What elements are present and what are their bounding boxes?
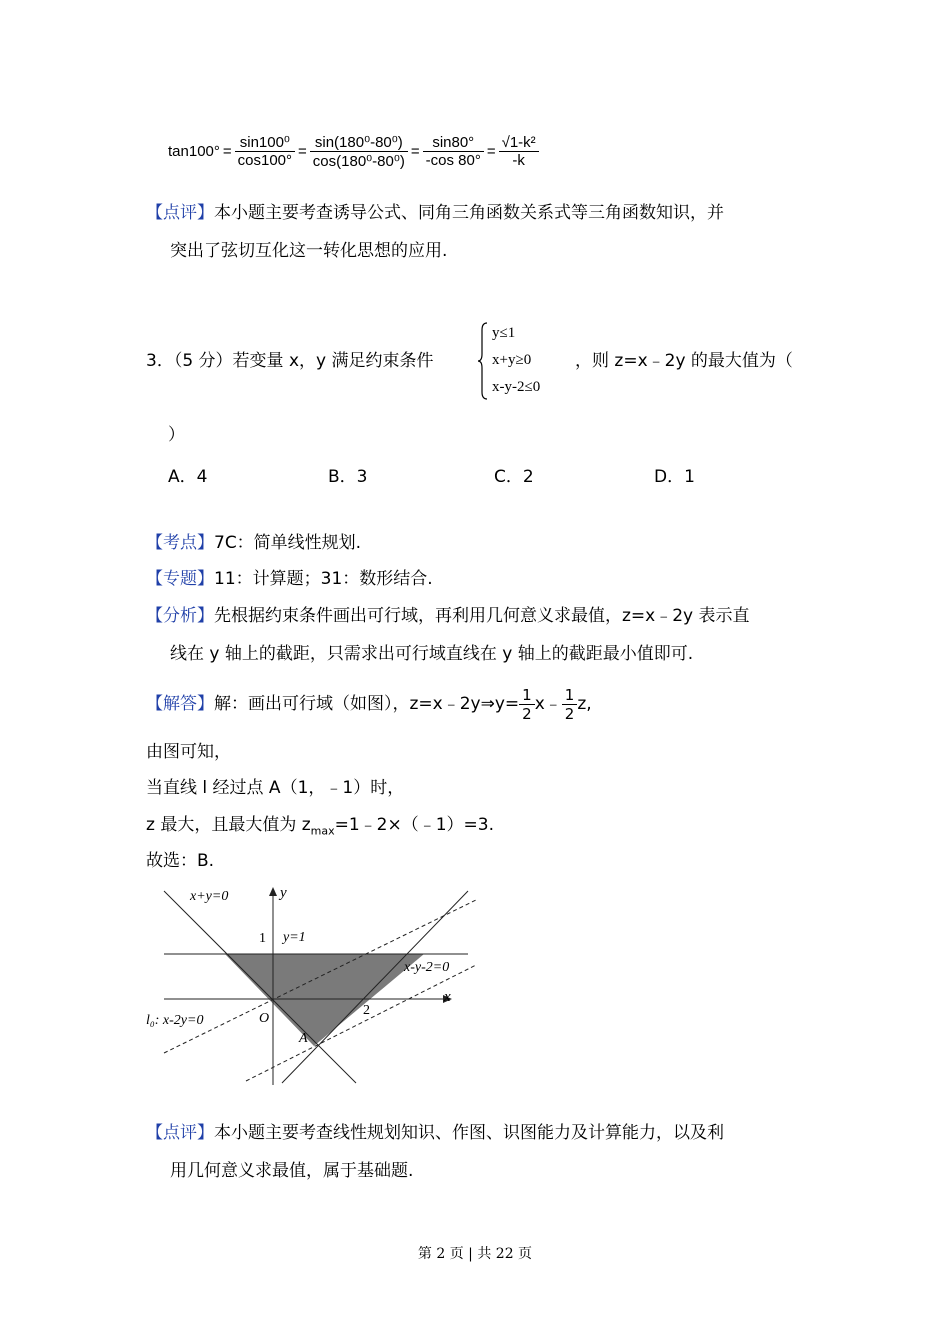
constraint-list (492, 320, 540, 401)
fraction-1 (235, 133, 295, 169)
body-line2: 当直线 l 经过点 A（1，﹣1）时， (146, 778, 405, 798)
jieda-frac2-num: 1 (562, 686, 578, 705)
fenxi-text1: 先根据约束条件画出可行域，再利用几何意义求最值，z=x﹣2y 表示直 (214, 606, 750, 626)
jieda-frac1-den: 2 (522, 704, 532, 723)
choice-d: D．1 (654, 467, 695, 487)
review1-tag-text: 点评 (163, 203, 197, 223)
fraction-1-den: cos100° (237, 152, 293, 169)
fraction-2-den: cos(180⁰-80⁰) (312, 152, 405, 170)
jieda-frac2-den: 2 (564, 704, 575, 723)
jieda-line (146, 680, 592, 728)
fraction-2 (310, 133, 408, 170)
review1-text1: 本小题主要考查诱导公式、同角三角函数关系式等三角函数知识，并 (214, 203, 724, 223)
review1-line1 (146, 201, 724, 225)
body-line3a: z 最大，且最大值为 z (146, 815, 311, 835)
label-y-axis: y (280, 885, 287, 901)
label-origin: O (259, 1011, 270, 1026)
question3-close: ） (168, 425, 185, 445)
review2-line1 (146, 1121, 724, 1145)
constraint-3: x-y-2≤0 (492, 379, 541, 395)
review2-tag-text: 点评 (163, 1123, 197, 1143)
constraint-brace (478, 322, 488, 400)
formula-lhs: tan100° (168, 142, 220, 160)
jieda-end: z, (577, 694, 592, 714)
label-point-a: A (299, 1031, 308, 1046)
feasible-region-figure (146, 885, 486, 1090)
jieda-mid: x﹣ (534, 694, 562, 714)
jieda-frac1 (519, 686, 535, 723)
label-x-axis: x (444, 989, 451, 1005)
zhuanti-tag: 【专题】 (146, 569, 214, 589)
constraint-2: x+y≥0 (492, 352, 532, 368)
constraint-1: y≤1 (492, 325, 516, 341)
y-axis-arrow (269, 887, 277, 896)
kaodian-tag: 【考点】 (146, 533, 214, 553)
page-footer: 第 2 页 | 共 22 页 (417, 1246, 533, 1262)
zhuanti-text: 11：计算题；31：数形结合. (214, 569, 433, 589)
body-line3-sub: max (310, 824, 335, 838)
question3-suffix: ，则 z=x﹣2y 的最大值为（ (575, 351, 793, 371)
fenxi-line1 (146, 604, 750, 628)
equals-sign: = (222, 142, 232, 160)
zhuanti-line (146, 567, 433, 591)
review2-line2: 用几何意义求最值，属于基础题. (170, 1161, 414, 1181)
fraction-3-den: -cos 80° (425, 151, 481, 169)
zhuanti-tag-text: 专题 (163, 569, 197, 589)
body-line1: 由图可知， (146, 742, 231, 762)
choice-a: A．4 (168, 467, 208, 487)
jieda-text: 解：画出可行域（如图），z=x﹣2y⇒y= (214, 694, 520, 714)
body-line4: 故选：B. (146, 851, 215, 871)
kaodian-text: 7C：简单线性规划. (214, 533, 362, 553)
fraction-4-num: √1-k² (499, 134, 539, 152)
fraction-3 (423, 134, 484, 169)
question3-prefix: 3．（5 分）若变量 x，y 满足约束条件 (146, 351, 434, 371)
fraction-4 (499, 134, 539, 169)
review1-line2: 突出了弦切互化这一转化思想的应用. (170, 241, 448, 261)
fenxi-tag: 【分析】 (146, 606, 214, 626)
label-l0: l₀: x-2y=0 (146, 1013, 204, 1028)
jieda-tag: 【解答】 (146, 694, 214, 714)
jieda-tag-text: 解答 (163, 694, 197, 714)
body-line3 (146, 813, 494, 843)
fraction-4-den: -k (512, 151, 525, 169)
fenxi-line2: 线在 y 轴上的截距，只需求出可行域直线在 y 轴上的截距最小值即可. (170, 644, 694, 664)
review2-text1: 本小题主要考查线性规划知识、作图、识图能力及计算能力，以及利 (214, 1123, 724, 1143)
fraction-2-num: sin(180⁰-80⁰) (310, 133, 408, 152)
equals-sign: = (298, 142, 307, 160)
choice-c: C．2 (494, 467, 534, 487)
fenxi-tag-text: 分析 (163, 606, 197, 626)
equals-sign: = (410, 142, 420, 160)
choice-b: B．3 (328, 467, 368, 487)
jieda-frac1-num: 1 (519, 686, 535, 705)
label-y-1: y=1 (283, 930, 306, 945)
formula-tan100 (168, 120, 539, 182)
kaodian-line (146, 531, 361, 555)
review1-tag: 【点评】 (146, 203, 214, 223)
label-x-minus-y-minus-2: x-y-2=0 (404, 960, 450, 975)
jieda-frac2 (562, 686, 578, 723)
fraction-3-num: sin80° (423, 134, 484, 152)
label-two: 2 (363, 1003, 370, 1018)
equals-sign: = (486, 142, 496, 160)
label-one: 1 (259, 931, 266, 946)
kaodian-tag-text: 考点 (163, 533, 197, 553)
review2-tag: 【点评】 (146, 1123, 214, 1143)
label-x-plus-y-0: x+y=0 (190, 889, 229, 904)
fraction-1-num: sin100⁰ (235, 133, 295, 152)
body-line3b: =1﹣2×（﹣1）=3. (334, 815, 495, 835)
